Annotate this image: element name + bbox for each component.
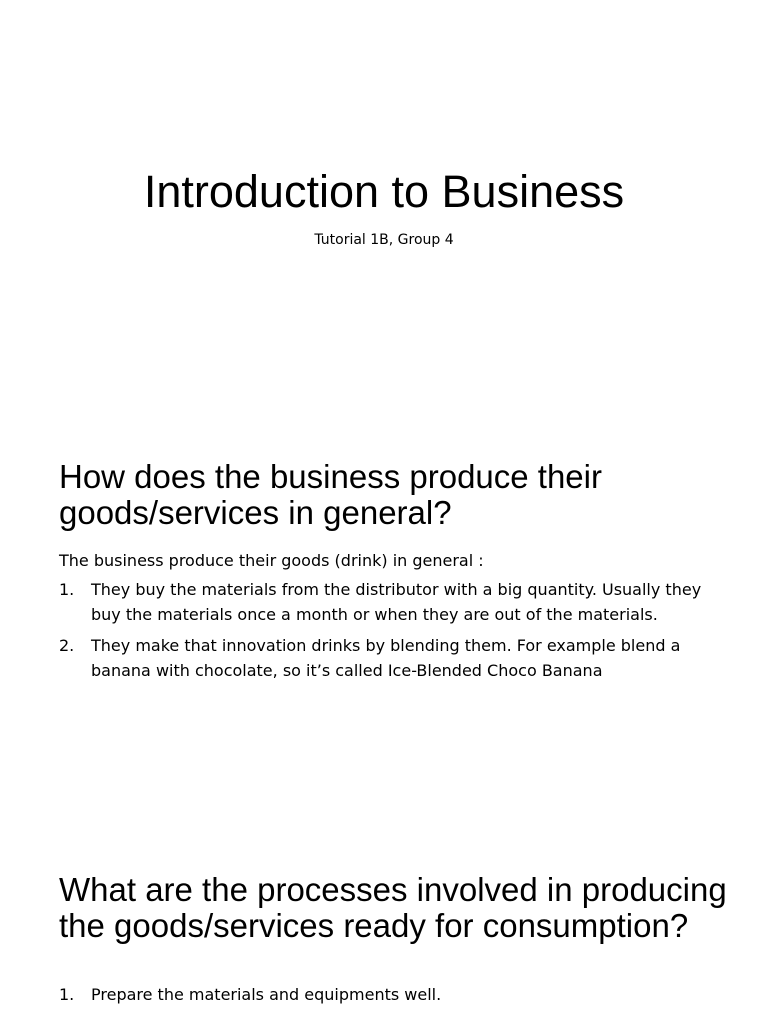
- list-item-number: 1.: [59, 985, 75, 1004]
- slide-heading: What are the processes involved in producing the goods/services ready for consumption?: [59, 871, 727, 944]
- slide-body: [59, 548, 709, 689]
- list-item: [59, 577, 709, 627]
- content-slide-production: [0, 432, 768, 864]
- list-item-text: They buy the materials from the distributor with a big quantity. Usually they buy the materials once a month or when they are out of the materials.: [91, 580, 702, 624]
- numbered-list: [59, 577, 709, 683]
- list-item: [59, 982, 709, 1007]
- list-item-text: They make that innovation drinks by blending them. For example blend a banana with chocolate, so it’s called Ice-Blended Choco Banana: [91, 636, 681, 680]
- list-item-number: 2.: [59, 636, 75, 655]
- list-item-text: Prepare the materials and equipments well.: [91, 985, 442, 1004]
- intro-text: The business produce their goods (drink) in general :: [59, 551, 484, 570]
- content-slide-processes: [0, 864, 768, 1024]
- numbered-list: [59, 982, 709, 1007]
- list-item-number: 1.: [59, 580, 75, 599]
- slide-body: [59, 982, 709, 1013]
- title-slide: [0, 0, 768, 432]
- presentation-title: Introduction to Business: [143, 166, 625, 217]
- presentation-subtitle: Tutorial 1B, Group 4: [314, 232, 454, 248]
- list-item: [59, 633, 709, 683]
- slide-heading: How does the business produce their goods/services in general?: [59, 458, 602, 531]
